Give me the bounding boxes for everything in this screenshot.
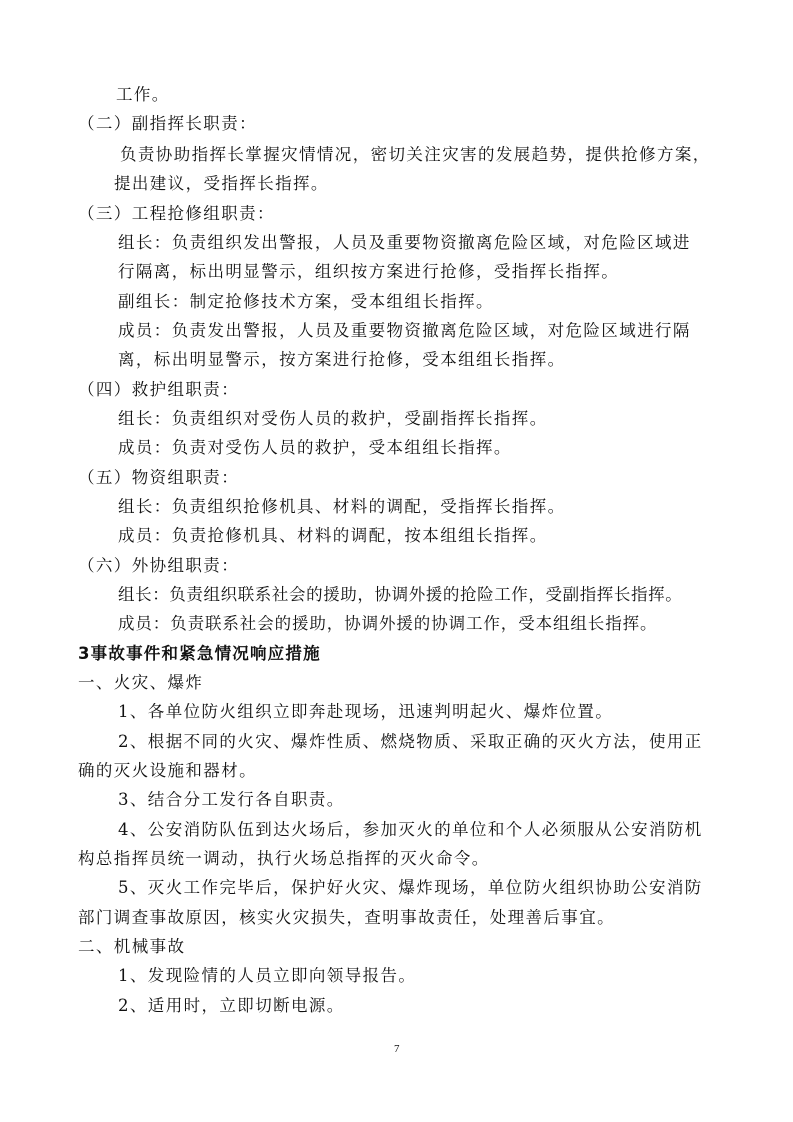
text-line: 构总指挥员统一调动，执行火场总指挥的灭火命令。: [78, 849, 490, 868]
section-heading: 一、火灾、爆炸: [78, 673, 204, 692]
text-line: 成员：负责发出警报，人员及重要物资撤离危险区域，对危险区域进行隔: [118, 321, 691, 340]
text-line: 成员：负责联系社会的援助，协调外援的协调工作，受本组组长指挥。: [118, 614, 658, 633]
text-line: 组长：负责组织联系社会的援助，协调外援的抢险工作，受副指挥长指挥。: [118, 585, 683, 604]
text-line: 负责协助指挥长掌握灾情情况，密切关注灾害的发展趋势，提供抢修方案，: [120, 145, 711, 164]
text-line: 3、结合分工发行各自职责。: [118, 790, 345, 809]
section-heading: （四）救护组职责：: [78, 380, 240, 399]
text-line: 1、发现险情的人员立即向领导报告。: [118, 966, 417, 985]
text-line: 组长：负责组织对受伤人员的救护，受副指挥长指挥。: [118, 409, 548, 428]
text-line: 成员：负责对受伤人员的救护，受本组组长指挥。: [118, 438, 512, 457]
text-line: 部门调查事故原因，核实火灾损失，查明事故责任，处理善后事宜。: [78, 908, 615, 927]
section-heading: 二、机械事故: [78, 937, 186, 956]
page-number: 7: [394, 1043, 400, 1055]
text-line: 5、灭火工作完毕后，保护好火灾、爆炸现场，单位防火组织协助公安消防: [118, 878, 703, 897]
text-line: 确的灭火设施和器材。: [78, 761, 257, 780]
text-line: 行隔离，标出明显警示，组织按方案进行抢修，受指挥长指挥。: [118, 262, 620, 281]
text-line: 2、根据不同的火灾、爆炸性质、燃烧物质、采取正确的灭火方法，使用正: [118, 732, 703, 751]
chapter-heading: 3事故事件和紧急情况响应措施: [78, 644, 321, 663]
section-heading: （三）工程抢修组职责：: [78, 204, 275, 223]
text-line: 1、各单位防火组织立即奔赴现场，迅速判明起火、爆炸位置。: [118, 702, 614, 721]
text-line: 成员：负责抢修机具、材料的调配，按本组组长指挥。: [118, 526, 548, 545]
text-line: 离，标出明显警示，按方案进行抢修，受本组组长指挥。: [118, 350, 566, 369]
text-line: 4、公安消防队伍到达火场后，参加灭火的单位和个人必须服从公安消防机: [118, 820, 703, 839]
section-heading: （五）物资组职责：: [78, 468, 240, 487]
text-line: 提出建议，受指挥长指挥。: [114, 174, 329, 193]
text-line: 组长：负责组织发出警报，人员及重要物资撤离危险区域，对危险区域进: [118, 233, 691, 252]
text-line: 副组长：制定抢修技术方案，受本组组长指挥。: [118, 292, 494, 311]
text-line: 2、适用时，立即切断电源。: [118, 996, 345, 1015]
text-line: 组长：负责组织抢修机具、材料的调配，受指挥长指挥。: [118, 497, 566, 516]
section-heading: （二）副指挥长职责：: [78, 114, 257, 133]
text-line: 工作。: [116, 85, 170, 104]
section-heading: （六）外协组职责：: [78, 556, 240, 575]
